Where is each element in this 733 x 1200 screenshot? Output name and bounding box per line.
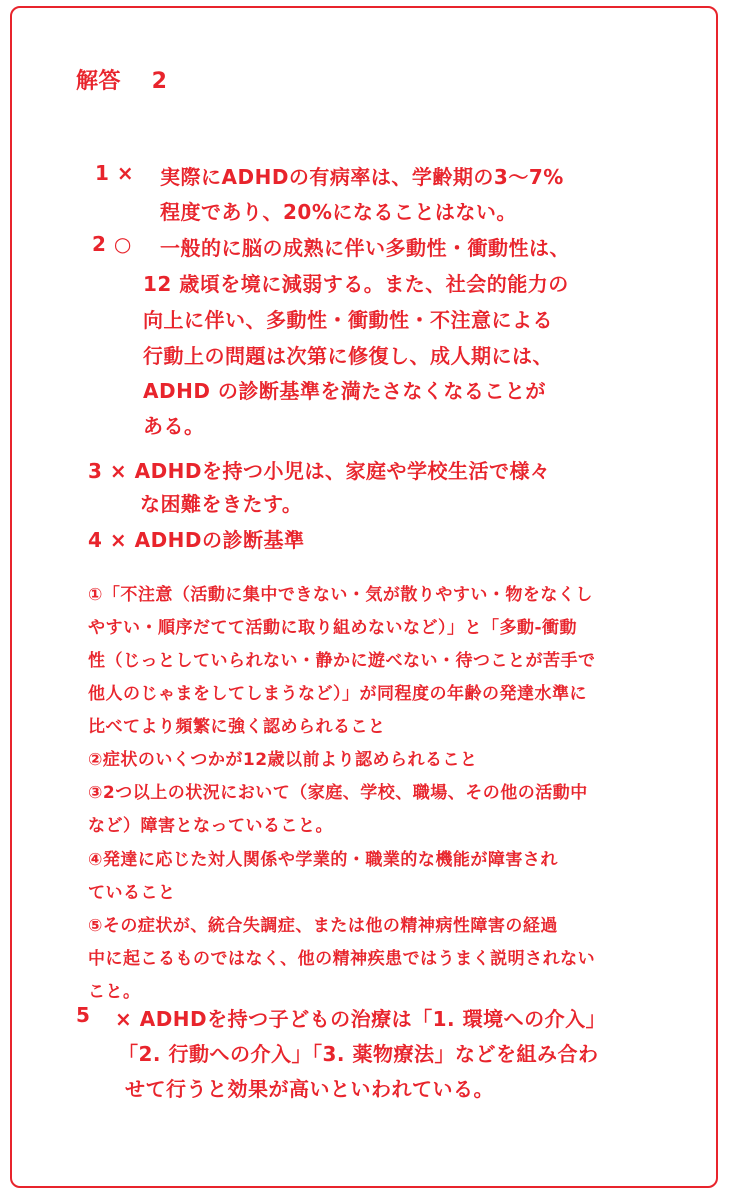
criteria-line-1: ①「不注意（活動に集中できない・気が散りやすい・物をなくし	[88, 585, 593, 605]
answer-2-line-2: 12 歳頃を境に減弱する。また、社会的能力の	[143, 272, 569, 296]
criteria-line-2: やすい・順序だてて活動に取り組めないなど）」と「多動-衝動	[88, 618, 578, 638]
criteria-line-9: ④発達に応じた対人関係や学業的・職業的な機能が障害され	[88, 850, 558, 870]
answer-1-line-1: 実際にADHDの有病率は、学齢期の3～7%	[160, 165, 564, 189]
answer-3-line-1: 3 × ADHDを持つ小児は、家庭や学校生活で様々	[88, 459, 551, 483]
criteria-line-5: 比べてより頻繁に強く認められること	[88, 717, 386, 737]
criteria-line-7: ③2つ以上の状況において（家庭、学校、職場、その他の活動中	[88, 783, 588, 803]
criteria-line-12: 中に起こるものではなく、他の精神疾患ではうまく説明されない	[88, 949, 596, 969]
answer-5-line-1: × ADHDを持つ子どもの治療は「1. 環境への介入」	[115, 1007, 607, 1031]
criteria-line-4: 他人のじゃまをしてしまうなど）」が同程度の年齢の発達水準に	[88, 684, 587, 704]
answer-5-line-2: 「2. 行動への介入」「3. 薬物療法」などを組み合わ	[118, 1042, 599, 1066]
answer-1-mark: 1 ×	[95, 161, 135, 185]
answer-3-line-2: な困難をきたす。	[140, 492, 303, 516]
answer-2-mark: 2 ○	[92, 232, 132, 256]
answer-2-line-3: 向上に伴い、多動性・衝動性・不注意による	[143, 308, 553, 332]
answer-title: 解答 2	[76, 69, 168, 94]
criteria-line-13: こと。	[88, 982, 141, 1002]
answer-2-line-5: ADHD の診断基準を満たさなくなることが	[143, 379, 546, 403]
criteria-line-3: 性（じっとしていられない・静かに遊べない・待つことが苦手で	[88, 651, 596, 671]
criteria-line-6: ②症状のいくつかが12歳以前より認められること	[88, 750, 478, 770]
answer-5-mark: 5	[76, 1003, 91, 1027]
criteria-line-8: など）障害となっていること。	[88, 816, 333, 836]
answer-2-line-1: 一般的に脳の成熟に伴い多動性・衝動性は、	[160, 236, 570, 260]
answer-2-line-4: 行動上の問題は次第に修復し、成人期には、	[143, 344, 553, 368]
answer-4-heading: 4 × ADHDの診断基準	[88, 528, 305, 552]
answer-1-line-2: 程度であり、20%になることはない。	[160, 200, 517, 224]
answer-5-line-3: せて行うと効果が高いといわれている。	[125, 1077, 494, 1101]
answer-2-line-6: ある。	[143, 414, 205, 438]
criteria-line-11: ⑤その症状が、統合失調症、または他の精神病性障害の経過	[88, 916, 558, 936]
criteria-line-10: ていること	[88, 883, 176, 903]
